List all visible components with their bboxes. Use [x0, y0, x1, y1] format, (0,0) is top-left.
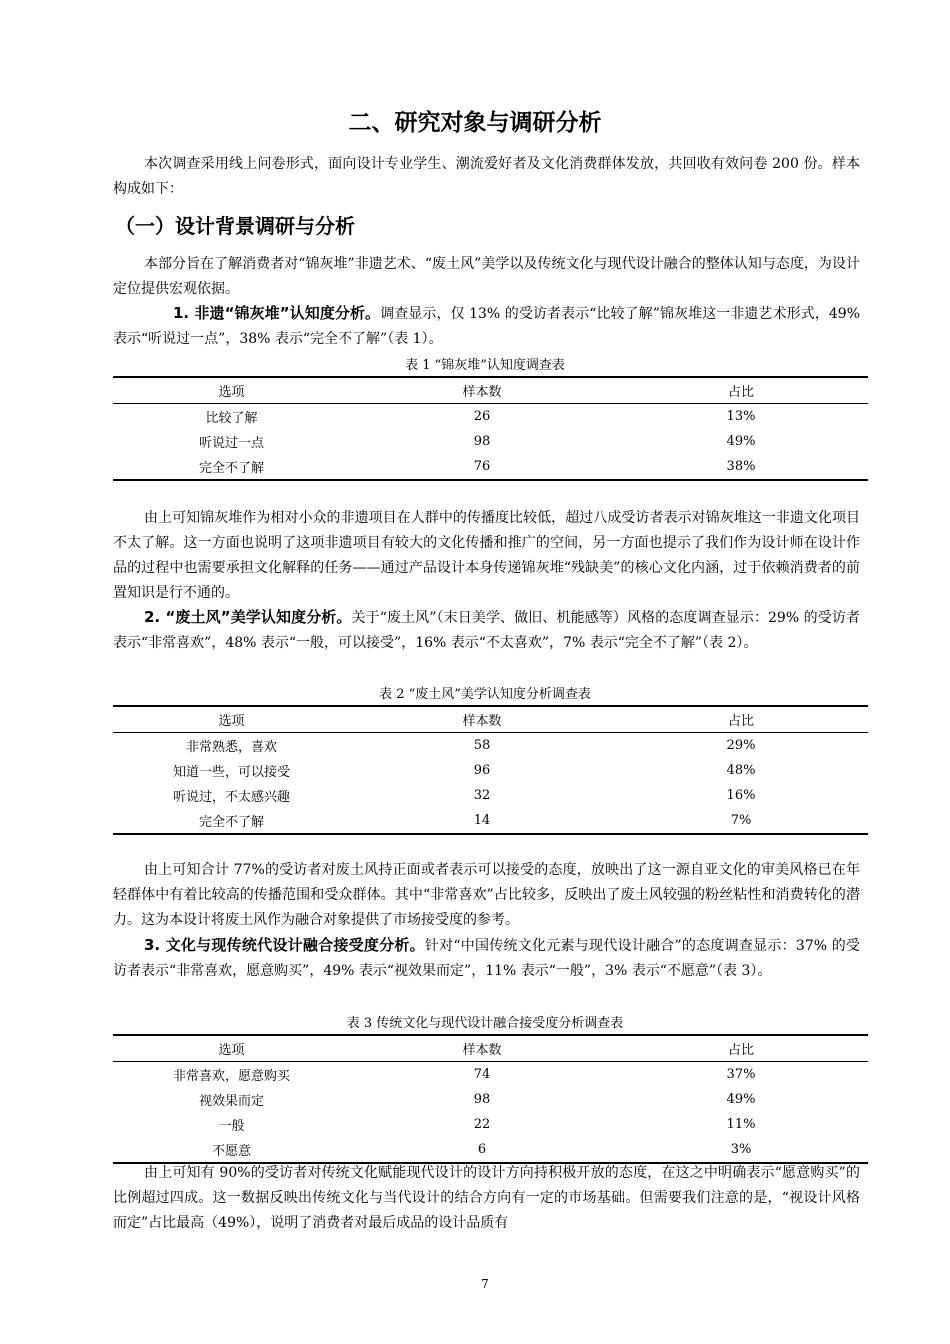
table-header-cell: 样本数 [462, 385, 502, 400]
subsection-heading: （一）设计背景调研与分析 [115, 214, 355, 238]
table1-caption: 表 1 “锦灰堆”认知度调查表 [405, 358, 565, 373]
table-cell: 非常熟悉，喜欢 [185, 740, 277, 755]
table-cell: 38% [726, 459, 756, 474]
table-cell: 完全不了解 [198, 815, 264, 830]
table-row [113, 1062, 868, 1088]
table-cell: 11% [726, 1117, 756, 1132]
table-row [113, 758, 868, 783]
table-header-cell: 选项 [218, 1043, 245, 1058]
table-row [113, 454, 868, 480]
table2 [113, 705, 868, 835]
table-row [113, 1087, 868, 1112]
table-cell: 29% [726, 738, 756, 753]
table-row [113, 404, 868, 430]
table-header-row [113, 706, 868, 733]
table-cell: 不愿意 [211, 1144, 251, 1159]
table-row [113, 783, 868, 808]
section2-lead: 2. “废土风”美学认知度分析。 [144, 608, 352, 626]
table-cell: 7% [730, 813, 752, 828]
table-header-row [113, 1035, 868, 1062]
section1-paragraph [113, 301, 860, 352]
table-row [113, 429, 868, 454]
table-cell: 16% [726, 788, 756, 803]
table-cell: 13% [726, 409, 756, 424]
table-header-cell: 占比 [727, 1043, 754, 1058]
table-cell: 49% [726, 434, 756, 449]
section1-conclusion: 由上可知锦灰堆作为相对小众的非遗项目在人群中的传播度比较低，超过八成受访者表示对锦灰堆这一非遗文化项目不太了解。这一方面也说明了这项非遗项目有较大的文化传播和推广的空间，另一方面也提示了我们作为设计师在设计作品的过程中也需要承担文化解释的任务——通过产品设计本身传递锦灰堆“残缺美”的核心文化内涵，过于依赖消费者的前置知识是行不通的。 [113, 510, 860, 601]
section3-conclusion: 由上可知有 90%的受访者对传统文化赋能现代设计的设计方向持积极开放的态度，在这之中明确表示“愿意购买”的比例超过四成。这一数据反映出传统文化与当代设计的结合方向有一定的市场基础。但需要我们注意的是，“视设计风格而定”占比最高（49%），说明了消费者对最后成品的设计品质有 [113, 1165, 860, 1231]
table-cell: 比较了解 [205, 411, 258, 426]
table-row [113, 1112, 868, 1137]
table-cell: 22 [473, 1117, 491, 1132]
table-header-cell: 选项 [218, 385, 245, 400]
page-number: 7 [481, 1277, 489, 1291]
table-cell: 完全不了解 [198, 461, 264, 476]
section1-lead: 1. 非遗“锦灰堆”认知度分析。 [173, 304, 381, 322]
table-header-cell: 样本数 [462, 714, 502, 729]
section3-lead: 3. 文化与现传统代设计融合接受度分析。 [144, 936, 425, 954]
table-header-cell: 占比 [727, 714, 754, 729]
table-row [113, 808, 868, 834]
table-row [113, 1137, 868, 1163]
table-header-cell: 占比 [727, 385, 754, 400]
table-cell: 48% [726, 763, 756, 778]
table-cell: 96 [473, 763, 491, 778]
section3-text: 针对“中国传统文化元素与现代设计融合”的态度调查显示：37% 的受访者表示“非常喜欢，愿意购买”，49% 表示“视效果而定”，11% 表示“一般”，3% 表示“不愿意”（表 3）。 [113, 938, 860, 979]
intro-paragraph: 本次调查采用线上问卷形式，面向设计专业学生、潮流爱好者及文化消费群体发放，共回收有效问卷 200 份。样本构成如下： [113, 156, 860, 197]
table-header-row [113, 377, 868, 404]
table-cell: 76 [473, 459, 491, 474]
table-cell: 视效果而定 [198, 1094, 264, 1109]
table3 [113, 1034, 868, 1164]
table-cell: 知道一些，可以接受 [172, 765, 290, 780]
table-cell: 98 [473, 434, 491, 449]
table3-caption: 表 3 传统文化与现代设计融合接受度分析调查表 [346, 1016, 624, 1031]
table-cell: 6 [477, 1142, 487, 1157]
table-cell: 26 [473, 409, 491, 424]
table-cell: 74 [473, 1067, 491, 1082]
table-cell: 49% [726, 1092, 756, 1107]
section1-text: 调查显示，仅 13% 的受访者表示“比较了解”锦灰堆这一非遗艺术形式，49% 表示“听说过一点”，38% 表示“完全不了解”（表 1）。 [113, 306, 861, 347]
table-cell: 3% [730, 1142, 752, 1157]
table-header-cell: 样本数 [462, 1043, 502, 1058]
section2-conclusion: 由上可知合计 77%的受访者对废土风持正面或者表示可以接受的态度，放映出了这一源自亚文化的审美风格已在年轻群体中有着比较高的传播范围和受众群体。其中“非常喜欢”占比较多，反映出了废土风较强的粉丝粘性和消费转化的潜力。这为本设计将废土风作为融合对象提供了市场接受度的参考。 [113, 862, 860, 928]
table-cell: 听说过，不太感兴趣 [172, 790, 290, 805]
table-cell: 37% [726, 1067, 756, 1082]
table-row [113, 733, 868, 759]
table-cell: 听说过一点 [198, 436, 264, 451]
table2-caption: 表 2 “废土风”美学认知度分析调查表 [379, 687, 591, 702]
table1 [113, 376, 868, 481]
section2-text: 关于“废土风”（末日美学、做旧、机能感等）风格的态度调查显示：29% 的受访者表示“非常喜欢”，48% 表示“一般，可以接受”，16% 表示“不太喜欢”，7% 表示“完全不了解”（表 2）。 [113, 610, 860, 651]
background-paragraph: 本部分旨在了解消费者对“锦灰堆”非遗艺术、“废土风”美学以及传统文化与现代设计融合的整体认知与态度，为设计定位提供宏观依据。 [113, 256, 860, 297]
section-heading: 二、研究对象与调研分析 [348, 110, 602, 136]
section3-paragraph [113, 933, 860, 984]
table-cell: 98 [473, 1092, 491, 1107]
table-cell: 14 [473, 813, 491, 828]
table-cell: 32 [473, 788, 491, 803]
table-cell: 一般 [218, 1119, 245, 1134]
table-cell: 58 [473, 738, 491, 753]
section2-paragraph [113, 605, 860, 656]
table-cell: 非常喜欢，愿意购买 [172, 1069, 290, 1084]
table-header-cell: 选项 [218, 714, 245, 729]
